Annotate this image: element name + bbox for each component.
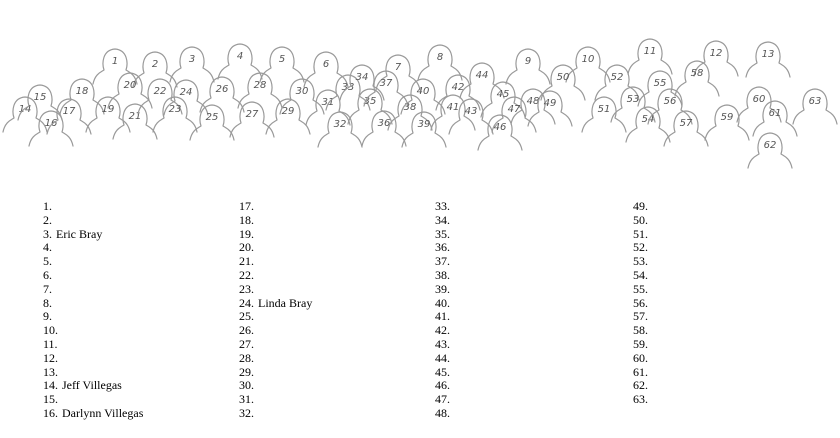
sketch-figure-number: 38: [403, 102, 417, 113]
key-entry-number: 29.: [239, 364, 254, 379]
sketch-figure-number: 19: [101, 104, 115, 115]
key-entry: [43, 255, 143, 269]
sketch-figure: [566, 47, 610, 82]
sketch-figure-number: 11: [643, 46, 657, 57]
sketch-figure-number: 55: [653, 78, 667, 89]
key-entry: [43, 297, 143, 311]
sketch-figure-number: 59: [720, 112, 734, 123]
key-entry-number: 58.: [633, 323, 648, 338]
sketch-figure: [705, 105, 749, 140]
key-entry-number: 33.: [435, 199, 450, 213]
key-entry-number: 6.: [43, 267, 52, 282]
sketch-figure: [541, 65, 585, 100]
key-entry: [435, 366, 454, 380]
sketch-figure-number: 20: [123, 80, 137, 91]
key-entry-number: 30.: [239, 378, 254, 393]
key-entry-number: 28.: [239, 350, 254, 365]
key-entry-number: 32.: [239, 405, 254, 420]
key-entry-number: 54.: [633, 267, 648, 282]
key-entry-number: 34.: [435, 212, 450, 227]
key-entry: [633, 228, 652, 242]
sketch-figure-number: 37: [379, 78, 393, 89]
sketch-figure-number: 52: [610, 72, 624, 83]
sketch-figure: [190, 105, 234, 140]
key-entry: [633, 324, 652, 338]
key-entry-number: 53.: [633, 254, 648, 269]
sketch-figure-number: 62: [763, 140, 777, 151]
key-entry-number: 47.: [435, 392, 450, 407]
sketch-figure-number: 2: [151, 59, 159, 70]
key-entry: [239, 393, 312, 407]
key-entry: [435, 338, 454, 352]
sketch-figure-number: 27: [245, 109, 259, 120]
key-entry: [43, 324, 143, 338]
sketch-figure-number: 32: [333, 119, 347, 130]
sketch-figure-number: 13: [761, 49, 775, 60]
sketch-figure-number: 18: [75, 86, 89, 97]
key-entry: [239, 214, 312, 228]
sketch-figure-number: 56: [663, 96, 677, 107]
key-column-3: [435, 200, 454, 421]
sketch-figure-number: 31: [321, 97, 335, 108]
key-entry: [239, 352, 312, 366]
sketch-figure: [260, 47, 304, 82]
sketch-figure-number: 29: [281, 106, 295, 117]
sketch-figure-number: 10: [581, 54, 595, 65]
key-entry-number: 5.: [43, 254, 52, 269]
key-entry: [43, 269, 143, 283]
key-entry: [239, 324, 312, 338]
key-entry: [435, 352, 454, 366]
sketch-figure-number: 39: [417, 119, 431, 130]
key-entry-number: 48.: [435, 405, 450, 420]
sketch-figure-number: 8: [436, 52, 444, 63]
key-entry: [43, 228, 143, 242]
key-entry: [633, 200, 652, 214]
sketch-figure-number: 4: [236, 51, 244, 62]
sketch-figure-number: 15: [33, 92, 47, 103]
sketch-figure-number: 24: [179, 87, 193, 98]
key-entry: [43, 338, 143, 352]
key-entry: [633, 366, 652, 380]
sketch-figure: [170, 47, 214, 82]
key-entry-number: 57.: [633, 309, 648, 324]
sketch-figure-number: 17: [62, 106, 76, 117]
key-column-1: [43, 200, 143, 421]
key-entry-number: 8.: [43, 295, 52, 310]
key-column-4: [633, 200, 652, 407]
key-entry: [43, 310, 143, 324]
key-entry-number: 1.: [43, 199, 52, 213]
sketch-figure-number: 49: [543, 98, 557, 109]
sketch-figure: [582, 97, 626, 132]
key-entry: [239, 283, 312, 297]
key-entry-number: 35.: [435, 226, 450, 241]
sketch-figure-number: 60: [752, 94, 766, 105]
sketch-figure-number: 48: [526, 96, 540, 107]
key-entry-number: 9.: [43, 309, 52, 324]
key-entry: [43, 200, 143, 214]
key-entry: [435, 241, 454, 255]
key-entry-number: 45.: [435, 364, 450, 379]
key-entry-number: 56.: [633, 295, 648, 310]
sketch-figure-number: 21: [128, 111, 142, 122]
key-entry: [435, 407, 454, 421]
key-entry-number: 55.: [633, 281, 648, 296]
sketch-figure: [506, 49, 550, 84]
sketch-figure: [664, 111, 708, 146]
key-entry: [239, 241, 312, 255]
key-entry: [43, 241, 143, 255]
key-entry: [239, 269, 312, 283]
key-entry: [43, 366, 143, 380]
sketch-figure-number: 40: [416, 86, 430, 97]
key-entry-number: 14.: [43, 378, 58, 393]
sketch-figure-number: 12: [709, 48, 723, 59]
key-entry: [633, 297, 652, 311]
key-entry-number: 10.: [43, 323, 58, 338]
key-entry-number: 13.: [43, 364, 58, 379]
key-entry: [633, 241, 652, 255]
sketch-figure: [675, 61, 719, 96]
key-entry-number: 7.: [43, 281, 52, 296]
key-entry: [633, 310, 652, 324]
sketch-figure-number: 36: [377, 118, 391, 129]
sketch-figure-number: 54: [641, 114, 655, 125]
sketch-figure-number: 57: [679, 118, 693, 129]
key-entry-number: 39.: [435, 281, 450, 296]
key-entry: [239, 366, 312, 380]
key-entry-number: 42.: [435, 323, 450, 338]
key-entry-number: 44.: [435, 350, 450, 365]
sketch-figure: [230, 102, 274, 137]
sketch-figure-number: 25: [205, 112, 219, 123]
key-entry: [435, 379, 454, 393]
sketch-figure-number: 28: [253, 80, 267, 91]
sketch-figure-number: 23: [168, 104, 182, 115]
sketch-figure-number: 3: [188, 54, 196, 65]
sketch-figure-number: 26: [215, 84, 229, 95]
sketch-figure-number: 63: [808, 96, 822, 107]
key-entry-number: 23.: [239, 281, 254, 296]
key-entry-number: 20.: [239, 240, 254, 255]
sketch-figure-number: 61: [768, 108, 782, 119]
sketch-figure: [746, 42, 790, 77]
sketch-figure-number: 34: [355, 72, 369, 83]
key-entry: [239, 379, 312, 393]
sketch-figure: [238, 73, 282, 108]
group-photo-sketch: [0, 0, 840, 180]
key-entry-number: 61.: [633, 364, 648, 379]
sketch-figure-number: 7: [394, 62, 402, 73]
key-entry-number: 40.: [435, 295, 450, 310]
key-entry: [435, 269, 454, 283]
sketch-figure: [418, 45, 462, 80]
key-entry-number: 16.: [43, 405, 58, 420]
key-entry: [633, 379, 652, 393]
key-entry: [633, 393, 652, 407]
key-entry: [43, 407, 143, 421]
key-entry: [435, 283, 454, 297]
sketch-figure: [628, 39, 672, 74]
key-entry-number: 24.: [239, 295, 254, 310]
key-entry-number: 31.: [239, 392, 254, 407]
key-entry: [435, 255, 454, 269]
sketch-figure-number: 6: [322, 59, 330, 70]
key-entry-number: 11.: [43, 336, 58, 351]
key-entry: [43, 214, 143, 228]
key-entry: [239, 255, 312, 269]
key-entry: [435, 310, 454, 324]
key-entry-number: 49.: [633, 199, 648, 213]
sketch-figure-number: 58: [690, 68, 704, 79]
key-entry-number: 25.: [239, 309, 254, 324]
key-entry: [43, 393, 143, 407]
sketch-figure-number: 30: [295, 86, 309, 97]
key-entry-name: Linda Bray: [258, 295, 313, 310]
key-entry-number: 59.: [633, 336, 648, 351]
key-entry-name: Darlynn Villegas: [62, 405, 144, 420]
sketch-figure-number: 51: [597, 104, 611, 115]
sketch-figure-number: 43: [464, 106, 478, 117]
sketch-figure-number: 41: [446, 102, 460, 113]
key-column-2: [239, 200, 312, 421]
key-entry-number: 60.: [633, 350, 648, 365]
key-entry-number: 12.: [43, 350, 58, 365]
key-entry: [239, 297, 312, 311]
key-entry: [43, 379, 143, 393]
sketch-figure-number: 33: [341, 82, 355, 93]
key-entry-number: 46.: [435, 378, 450, 393]
key-entry: [239, 310, 312, 324]
key-entry: [435, 200, 454, 214]
sketch-figure-number: 14: [18, 104, 32, 115]
key-entry-name: Eric Bray: [56, 226, 103, 241]
sketch-figure-number: 45: [496, 89, 510, 100]
sketch-figure: [318, 112, 362, 147]
key-entry-number: 21.: [239, 254, 254, 269]
key-entry-number: 2.: [43, 212, 52, 227]
key-entry: [633, 352, 652, 366]
key-entry-number: 38.: [435, 267, 450, 282]
key-entry: [633, 269, 652, 283]
sketch-figure: [748, 133, 792, 168]
key-entry-number: 22.: [239, 267, 254, 282]
key-entry: [633, 338, 652, 352]
key-entry-number: 27.: [239, 336, 254, 351]
key-entry: [435, 393, 454, 407]
key-entry-number: 36.: [435, 240, 450, 255]
sketch-figure-number: 53: [626, 94, 640, 105]
key-entry-number: 18.: [239, 212, 254, 227]
key-entry: [633, 255, 652, 269]
key-entry: [633, 214, 652, 228]
sketch-figure-number: 16: [44, 118, 58, 129]
key-entry: [43, 352, 143, 366]
sketch-figure-number: 35: [363, 96, 377, 107]
key-entry: [239, 338, 312, 352]
sketch-figure: [93, 49, 137, 84]
key-entry: [239, 407, 312, 421]
key-entry-number: 62.: [633, 378, 648, 393]
sketch-figure-number: 44: [475, 70, 489, 81]
key-entry-number: 52.: [633, 240, 648, 255]
key-entry-number: 15.: [43, 392, 58, 407]
sketch-figure-number: 46: [493, 122, 507, 133]
key-entry-number: 3.: [43, 226, 52, 241]
sketch-figure: [753, 101, 797, 136]
key-entry-number: 17.: [239, 199, 254, 213]
key-entry: [239, 200, 312, 214]
sketch-figure-number: 47: [507, 104, 521, 115]
key-entry-number: 37.: [435, 254, 450, 269]
key-entry-number: 51.: [633, 226, 648, 241]
key-entry: [43, 283, 143, 297]
key-entry: [435, 297, 454, 311]
key-entry-number: 50.: [633, 212, 648, 227]
key-entry-name: Jeff Villegas: [62, 378, 122, 393]
sketch-figure-number: 5: [278, 54, 286, 65]
key-entry: [239, 228, 312, 242]
key-entry: [435, 324, 454, 338]
sketch-figure-number: 22: [153, 86, 167, 97]
key-entry: [633, 283, 652, 297]
sketch-figure-number: 1: [111, 56, 119, 67]
key-entry-number: 41.: [435, 309, 450, 324]
sketch-figure-number: 9: [524, 56, 532, 67]
key-entry-number: 19.: [239, 226, 254, 241]
sketch-figure: [266, 99, 310, 134]
key-entry-number: 4.: [43, 240, 52, 255]
key-entry: [435, 228, 454, 242]
key-entry-number: 63.: [633, 392, 648, 407]
key-entry-number: 43.: [435, 336, 450, 351]
key-entry-number: 26.: [239, 323, 254, 338]
sketch-figure-number: 42: [451, 82, 465, 93]
key-entry: [435, 214, 454, 228]
sketch-figure-number: 50: [556, 72, 570, 83]
sketch-figure: [793, 89, 837, 124]
